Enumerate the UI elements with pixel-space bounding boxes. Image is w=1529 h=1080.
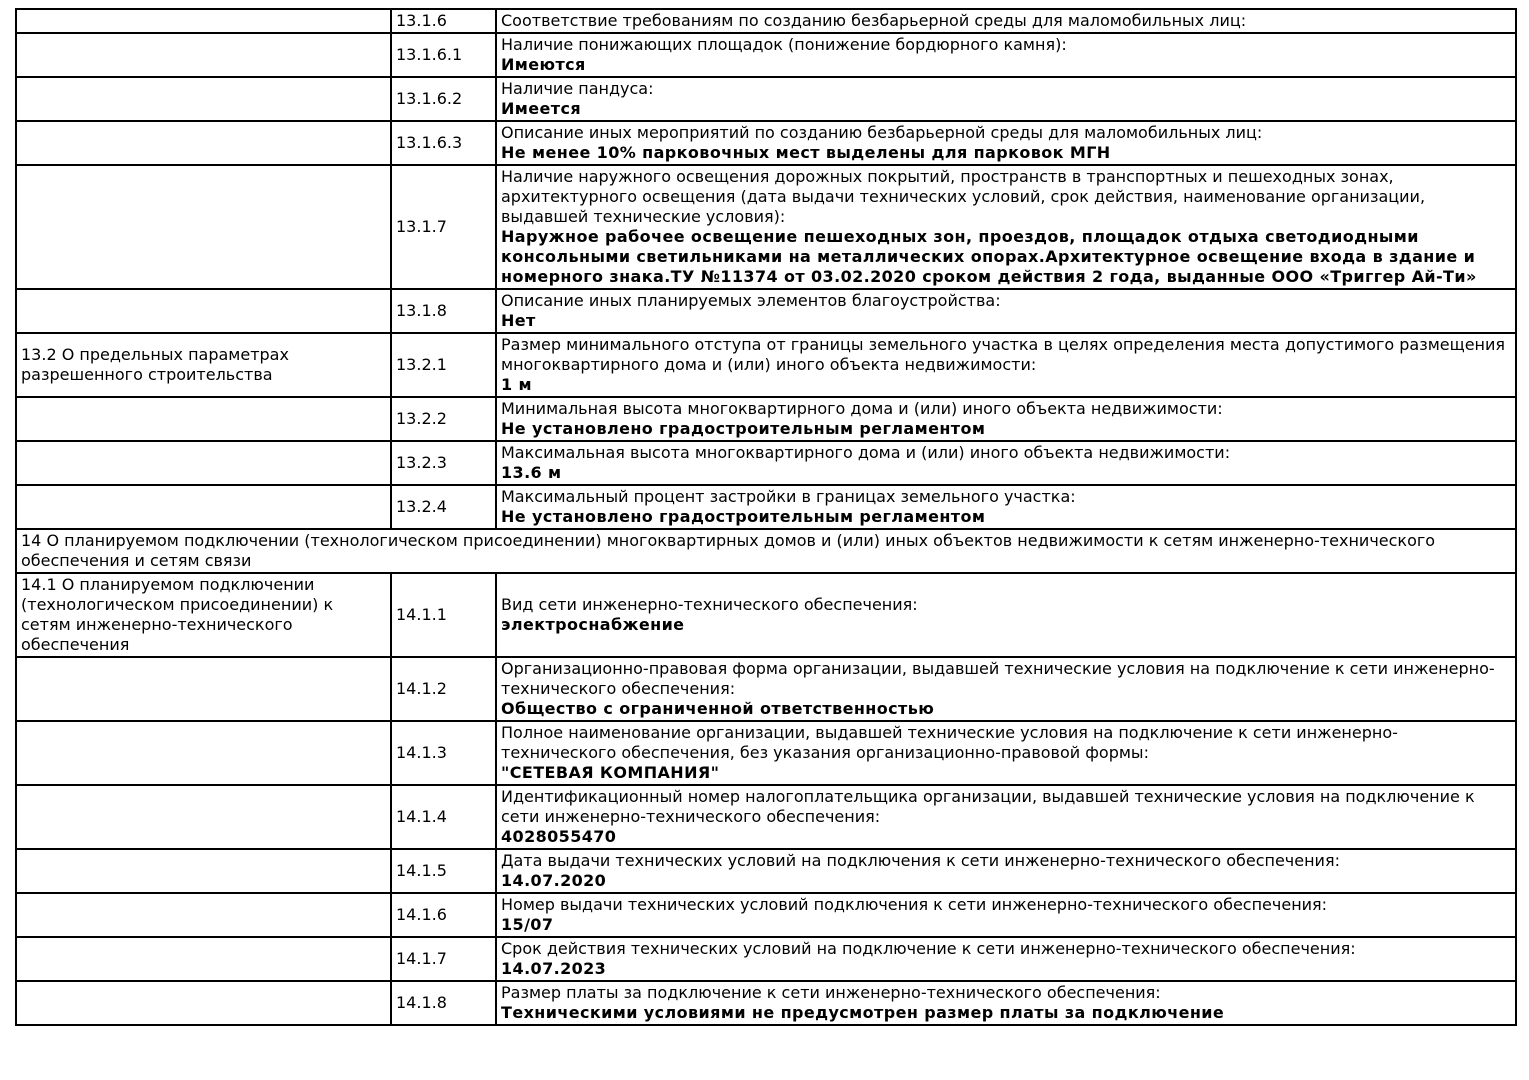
item-number: 14.1.7 — [391, 937, 496, 981]
item-content-cell — [496, 121, 1516, 165]
item-number: 14.1.2 — [391, 657, 496, 721]
item-label: Максимальный процент застройки в границах земельного участка: — [501, 487, 1076, 506]
item-label: Размер платы за подключение к сети инженерно-технического обеспечения: — [501, 983, 1161, 1002]
item-label: Срок действия технических условий на подключение к сети инженерно-технического обеспечения: — [501, 939, 1356, 958]
item-number: 13.1.6 — [391, 9, 496, 33]
table-row — [16, 937, 1516, 981]
item-content-cell — [496, 441, 1516, 485]
item-content-cell — [496, 721, 1516, 785]
item-number: 14.1.1 — [391, 573, 496, 657]
category-cell: 14.1 О планируемом подключении (технологическом присоединении) к сетям инженерно-технического обеспечения — [16, 573, 391, 657]
table-row — [16, 165, 1516, 289]
table-row — [16, 849, 1516, 893]
category-cell — [16, 289, 391, 333]
item-label: Соответствие требованиям по созданию безбарьерной среды для маломобильных лиц: — [501, 11, 1247, 30]
category-cell — [16, 657, 391, 721]
item-value: электроснабжение — [501, 615, 685, 634]
category-cell — [16, 785, 391, 849]
item-value: Техническими условиями не предусмотрен размер платы за подключение — [501, 1003, 1225, 1022]
item-label: Дата выдачи технических условий на подключения к сети инженерно-технического обеспечения: — [501, 851, 1340, 870]
item-number: 14.1.4 — [391, 785, 496, 849]
table-row — [16, 573, 1516, 657]
category-cell — [16, 9, 391, 33]
item-label: Наличие пандуса: — [501, 79, 654, 98]
item-content-cell — [496, 657, 1516, 721]
item-content-cell — [496, 485, 1516, 529]
category-cell — [16, 441, 391, 485]
item-content-cell — [496, 289, 1516, 333]
section-header: 14 О планируемом подключении (технологическом присоединении) многоквартирных домов и (или) иных объектов недвижимости к сетям инженерно-технического обеспечения и сетям связи — [16, 529, 1516, 573]
item-number: 13.1.7 — [391, 165, 496, 289]
item-content-cell — [496, 849, 1516, 893]
item-number: 13.2.4 — [391, 485, 496, 529]
table-row — [16, 9, 1516, 33]
table-row — [16, 33, 1516, 77]
item-content-cell — [496, 397, 1516, 441]
item-label: Полное наименование организации, выдавшей технические условия на подключение к сети инженерно-технического обеспечения, без указания организационно-правовой формы: — [501, 723, 1398, 762]
item-number: 13.1.6.2 — [391, 77, 496, 121]
table-row — [16, 529, 1516, 573]
category-cell — [16, 165, 391, 289]
item-number: 14.1.5 — [391, 849, 496, 893]
table-row — [16, 893, 1516, 937]
item-number: 13.1.6.1 — [391, 33, 496, 77]
item-label: Размер минимального отступа от границы земельного участка в целях определения места допустимого размещения многоквартирного дома и (или) иного объекта недвижимости: — [501, 335, 1506, 374]
category-cell — [16, 893, 391, 937]
table-row — [16, 441, 1516, 485]
item-number: 13.2.1 — [391, 333, 496, 397]
category-cell — [16, 849, 391, 893]
item-value: 15/07 — [501, 915, 554, 934]
item-number: 14.1.3 — [391, 721, 496, 785]
item-value: 4028055470 — [501, 827, 617, 846]
item-label: Максимальная высота многоквартирного дома и (или) иного объекта недвижимости: — [501, 443, 1231, 462]
table-row — [16, 333, 1516, 397]
item-number: 14.1.8 — [391, 981, 496, 1025]
item-label: Описание иных мероприятий по созданию безбарьерной среды для маломобильных лиц: — [501, 123, 1263, 142]
table-row — [16, 77, 1516, 121]
item-content-cell — [496, 937, 1516, 981]
item-value: Имеются — [501, 55, 586, 74]
table-row — [16, 981, 1516, 1025]
item-number: 14.1.6 — [391, 893, 496, 937]
item-label: Организационно-правовая форма организации, выдавшей технические условия на подключение к сети инженерно-технического обеспечения: — [501, 659, 1495, 698]
item-value: 14.07.2023 — [501, 959, 607, 978]
table-row — [16, 721, 1516, 785]
category-cell — [16, 937, 391, 981]
category-cell — [16, 981, 391, 1025]
category-cell — [16, 33, 391, 77]
item-content-cell — [496, 77, 1516, 121]
declaration-table — [15, 8, 1517, 1026]
item-label: Вид сети инженерно-технического обеспечения: — [501, 595, 918, 614]
table-row — [16, 785, 1516, 849]
item-label: Номер выдачи технических условий подключения к сети инженерно-технического обеспечения: — [501, 895, 1328, 914]
item-value: Не установлено градостроительным регламентом — [501, 419, 986, 438]
item-value: Нет — [501, 311, 536, 330]
item-number: 13.1.8 — [391, 289, 496, 333]
item-content-cell — [496, 893, 1516, 937]
item-content-cell — [496, 33, 1516, 77]
declaration-table-body — [16, 9, 1516, 1025]
item-value: "СЕТЕВАЯ КОМПАНИЯ" — [501, 763, 720, 782]
category-cell: 13.2 О предельных параметрах разрешенного строительства — [16, 333, 391, 397]
category-cell — [16, 77, 391, 121]
item-label: Описание иных планируемых элементов благоустройства: — [501, 291, 1001, 310]
item-value: 13.6 м — [501, 463, 562, 482]
category-cell — [16, 485, 391, 529]
item-label: Наличие наружного освещения дорожных покрытий, пространств в транспортных и пешеходных зонах, архитектурного освещения (дата выдачи технических условий, срок действия, наименование организации, выдавшей технические условия): — [501, 167, 1426, 226]
item-value: Общество с ограниченной ответственностью — [501, 699, 935, 718]
table-row — [16, 397, 1516, 441]
item-label: Идентификационный номер налогоплательщика организации, выдавшей технические условия на подключение к сети инженерно-технического обеспечения: — [501, 787, 1475, 826]
item-content-cell — [496, 165, 1516, 289]
item-number: 13.1.6.3 — [391, 121, 496, 165]
category-cell — [16, 121, 391, 165]
category-cell — [16, 721, 391, 785]
table-row — [16, 289, 1516, 333]
item-value: Имеется — [501, 99, 582, 118]
category-cell — [16, 397, 391, 441]
item-content-cell — [496, 981, 1516, 1025]
table-row — [16, 657, 1516, 721]
table-row — [16, 121, 1516, 165]
item-label: Наличие понижающих площадок (понижение бордюрного камня): — [501, 35, 1067, 54]
item-number: 13.2.2 — [391, 397, 496, 441]
item-value: 14.07.2020 — [501, 871, 607, 890]
item-value: Не менее 10% парковочных мест выделены для парковок МГН — [501, 143, 1111, 162]
item-label: Минимальная высота многоквартирного дома и (или) иного объекта недвижимости: — [501, 399, 1223, 418]
item-content-cell — [496, 9, 1516, 33]
item-value: Наружное рабочее освещение пешеходных зон, проездов, площадок отдыха светодиодными консольными светильниками на металлических опорах.Архитектурное освещение входа в здание и номерного знака.ТУ №11374 от 03.02.2020 сроком действия 2 года, выданные ООО «Триггер Ай-Ти» — [501, 227, 1477, 286]
item-content-cell — [496, 333, 1516, 397]
declaration-page — [15, 8, 1515, 1026]
table-row — [16, 485, 1516, 529]
item-number: 13.2.3 — [391, 441, 496, 485]
item-content-cell — [496, 785, 1516, 849]
item-content-cell — [496, 573, 1516, 657]
item-value: 1 м — [501, 375, 532, 394]
item-value: Не установлено градостроительным регламентом — [501, 507, 986, 526]
